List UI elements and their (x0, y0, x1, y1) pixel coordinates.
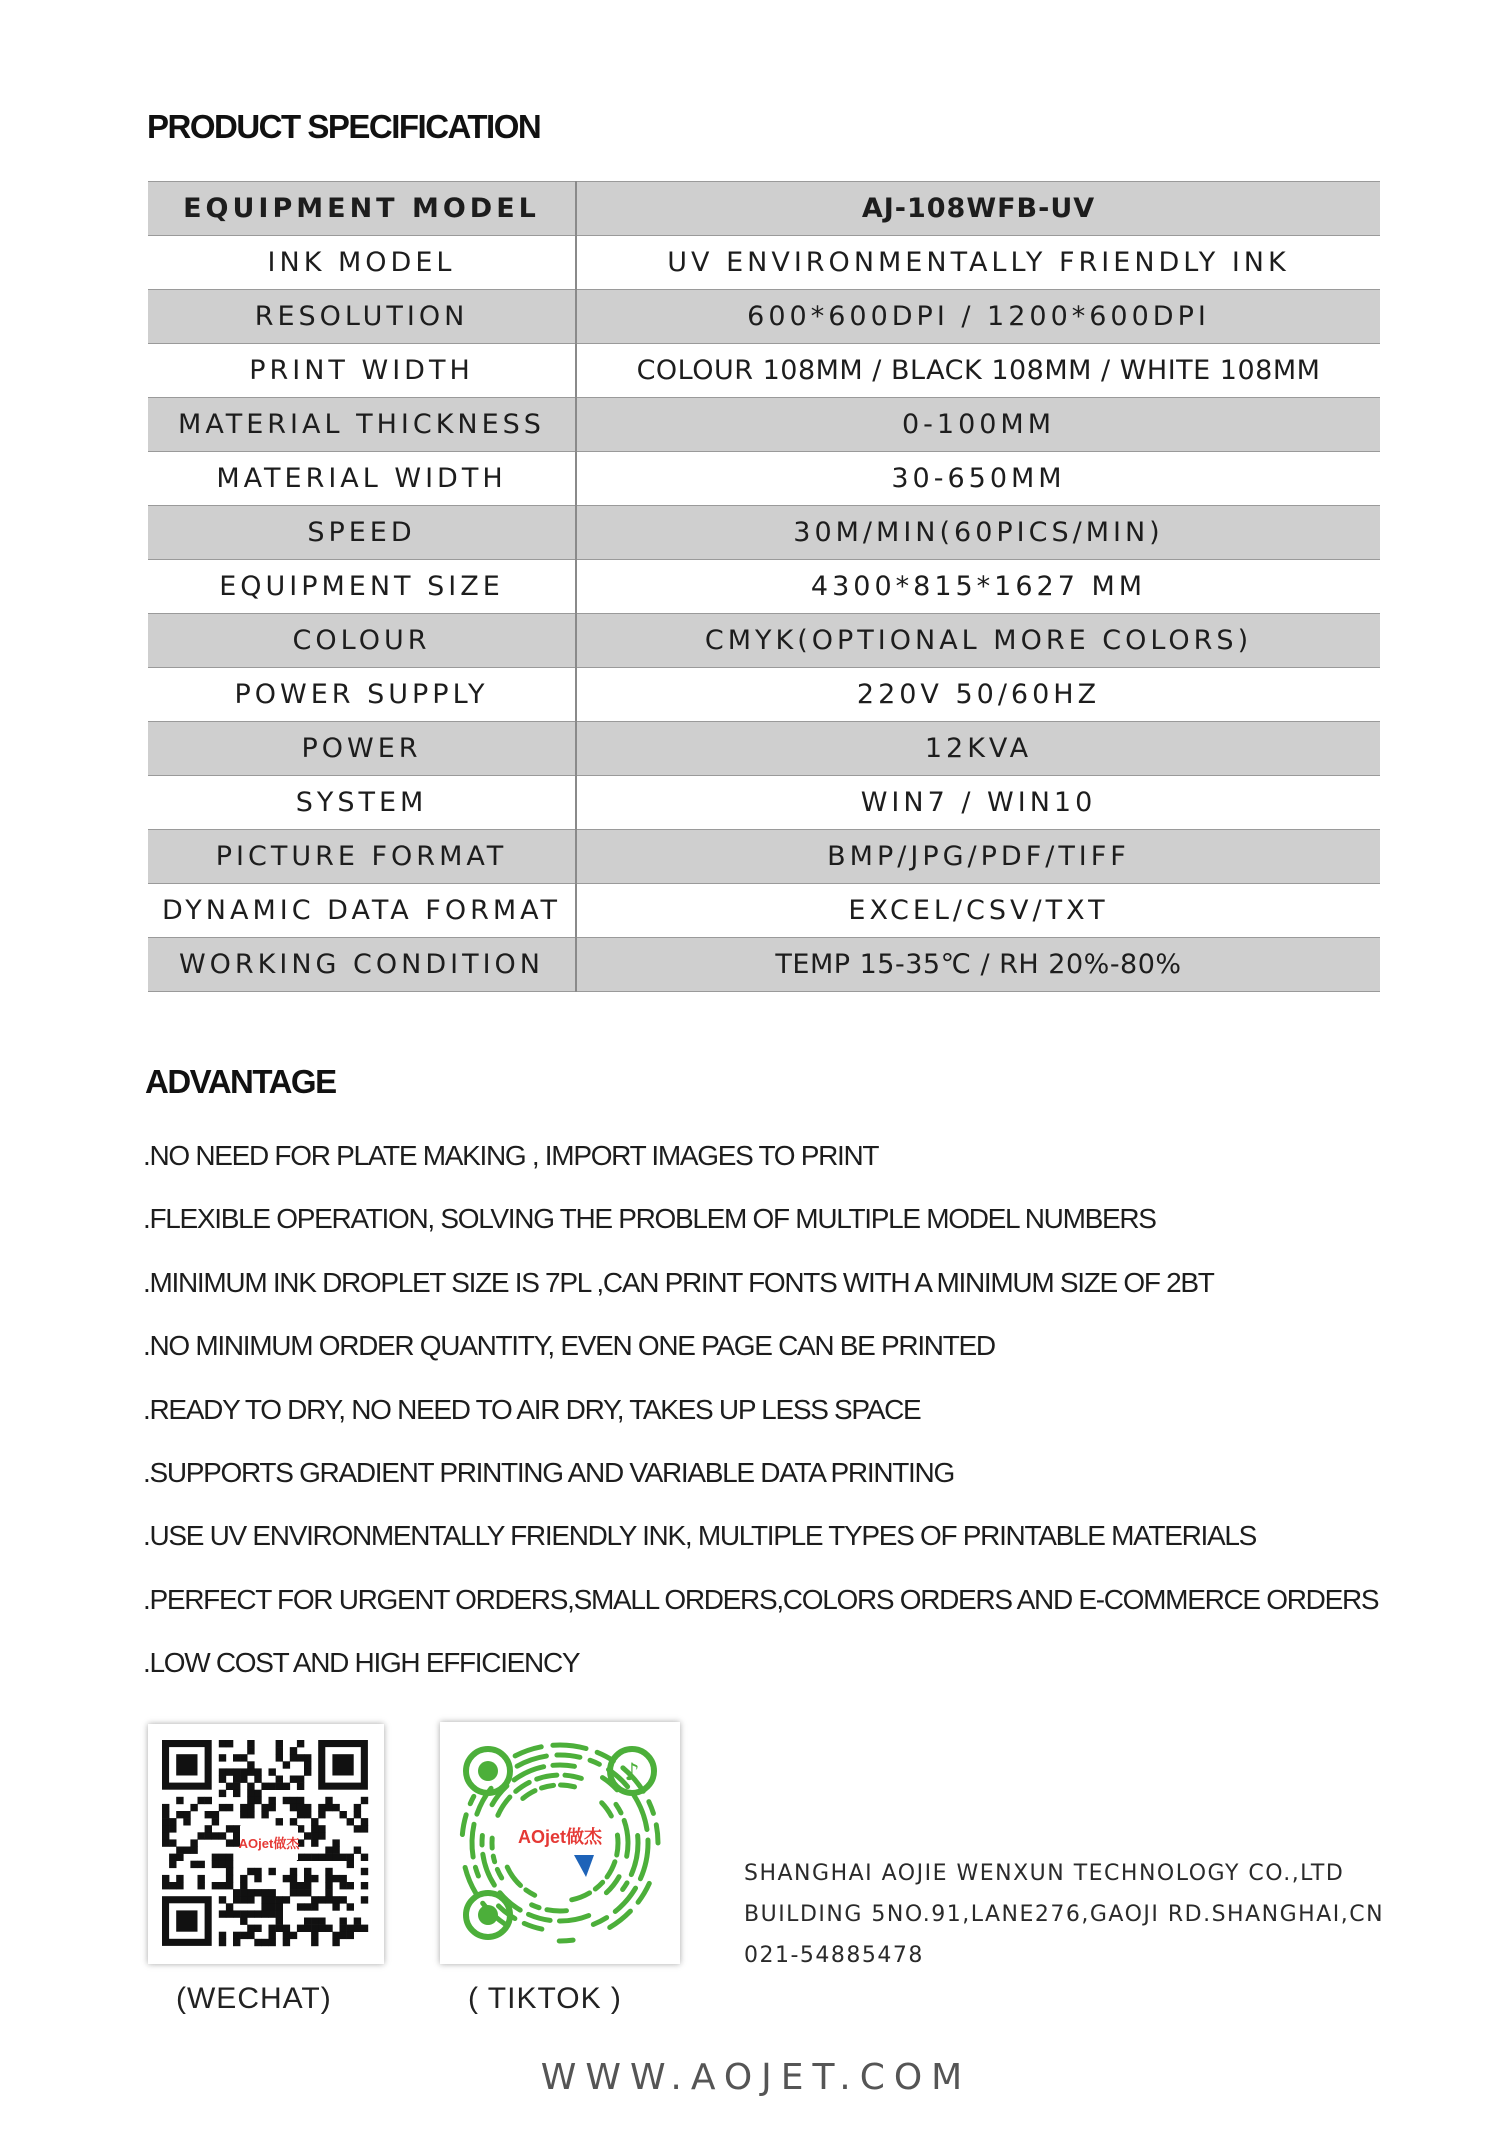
advantage-item: .NO MINIMUM ORDER QUANTITY, EVEN ONE PAGE CAN BE PRINTED (143, 1330, 995, 1362)
spec-label: EQUIPMENT MODEL (148, 182, 576, 236)
spec-value: 0-100MM (576, 398, 1380, 452)
spec-row (148, 560, 1380, 614)
spec-value: 12KVA (576, 722, 1380, 776)
spec-value: TEMP 15-35℃ / RH 20%-80% (576, 938, 1380, 992)
spec-row (148, 236, 1380, 290)
advantage-list (143, 1136, 1378, 1707)
spec-label: COLOUR (148, 614, 576, 668)
spec-value: 600*600DPI / 1200*600DPI (576, 290, 1380, 344)
aojet-logo (510, 1793, 610, 1893)
spec-value: 30-650MM (576, 452, 1380, 506)
spec-value: 220V 50/60HZ (576, 668, 1380, 722)
spec-row (148, 830, 1380, 884)
tiktok-caption: ( TIKTOK ) (468, 1982, 622, 2015)
spec-value: EXCEL/CSV/TXT (576, 884, 1380, 938)
company-phone: 021-54885478 (744, 1943, 924, 1968)
spec-value: CMYK(OPTIONAL MORE COLORS) (576, 614, 1380, 668)
spec-row (148, 668, 1380, 722)
advantage-item: .MINIMUM INK DROPLET SIZE IS 7PL ,CAN PRINT FONTS WITH A MINIMUM SIZE OF 2BT (143, 1266, 1214, 1298)
spec-label: EQUIPMENT SIZE (148, 560, 576, 614)
spec-label: INK MODEL (148, 236, 576, 290)
advantage-item: .READY TO DRY, NO NEED TO AIR DRY, TAKES UP LESS SPACE (143, 1393, 921, 1425)
svg-text:♪: ♪ (624, 1758, 640, 1786)
wechat-caption: (WECHAT) (176, 1982, 332, 2015)
spec-label: PRINT WIDTH (148, 344, 576, 398)
spec-label: SPEED (148, 506, 576, 560)
tiktok-qr-code (440, 1722, 680, 1964)
spec-table (148, 181, 1380, 992)
advantage-item: .LOW COST AND HIGH EFFICIENCY (143, 1647, 580, 1679)
spec-label: POWER SUPPLY (148, 668, 576, 722)
spec-title: PRODUCT SPECIFICATION (147, 108, 541, 145)
finder-eye (466, 1893, 510, 1937)
spec-label: WORKING CONDITION (148, 938, 576, 992)
advantage-item: .FLEXIBLE OPERATION, SOLVING THE PROBLEM OF MULTIPLE MODEL NUMBERS (143, 1203, 1156, 1235)
spec-row (148, 344, 1380, 398)
spec-value: WIN7 / WIN10 (576, 776, 1380, 830)
spec-row (148, 614, 1380, 668)
spec-row (148, 398, 1380, 452)
spec-value: AJ-108WFB-UV (576, 182, 1380, 236)
spec-row (148, 884, 1380, 938)
spec-value: BMP/JPG/PDF/TIFF (576, 830, 1380, 884)
aojet-logo (239, 1826, 301, 1860)
wechat-qr-code (148, 1724, 384, 1964)
advantage-item: .USE UV ENVIRONMENTALLY FRIENDLY INK, MULTIPLE TYPES OF PRINTABLE MATERIALS (143, 1520, 1257, 1552)
spec-label: MATERIAL THICKNESS (148, 398, 576, 452)
spec-label: SYSTEM (148, 776, 576, 830)
spec-row (148, 938, 1380, 992)
svg-text:AOjet做杰: AOjet做杰 (238, 1836, 300, 1851)
tiktok-icon (610, 1749, 654, 1793)
svg-text:AOjet做杰: AOjet做杰 (517, 1827, 603, 1847)
spec-label: PICTURE FORMAT (148, 830, 576, 884)
spec-label: POWER (148, 722, 576, 776)
company-name: SHANGHAI AOJIE WENXUN TECHNOLOGY CO.,LTD (744, 1861, 1345, 1886)
spec-row (148, 776, 1380, 830)
company-address: BUILDING 5NO.91,LANE276,GAOJI RD.SHANGHAI,CN (744, 1902, 1385, 1927)
spec-row (148, 452, 1380, 506)
advantage-title: ADVANTAGE (145, 1063, 336, 1100)
spec-row (148, 506, 1380, 560)
spec-row (148, 182, 1380, 236)
advantage-item: .PERFECT FOR URGENT ORDERS,SMALL ORDERS,COLORS ORDERS AND E-COMMERCE ORDERS (143, 1583, 1379, 1615)
spec-value: UV ENVIRONMENTALLY FRIENDLY INK (576, 236, 1380, 290)
advantage-item: .NO NEED FOR PLATE MAKING , IMPORT IMAGES TO PRINT (143, 1140, 879, 1171)
spec-value: 4300*815*1627 MM (576, 560, 1380, 614)
spec-label: MATERIAL WIDTH (148, 452, 576, 506)
spec-row (148, 290, 1380, 344)
spec-value: COLOUR 108MM / BLACK 108MM / WHITE 108MM (576, 344, 1380, 398)
spec-row (148, 722, 1380, 776)
spec-label: RESOLUTION (148, 290, 576, 344)
website-url[interactable]: WWW.AOJET.COM (540, 2057, 972, 2098)
finder-eye (466, 1749, 510, 1793)
advantage-item: .SUPPORTS GRADIENT PRINTING AND VARIABLE DATA PRINTING (143, 1456, 954, 1488)
spec-value: 30M/MIN(60PICS/MIN) (576, 506, 1380, 560)
spec-label: DYNAMIC DATA FORMAT (148, 884, 576, 938)
